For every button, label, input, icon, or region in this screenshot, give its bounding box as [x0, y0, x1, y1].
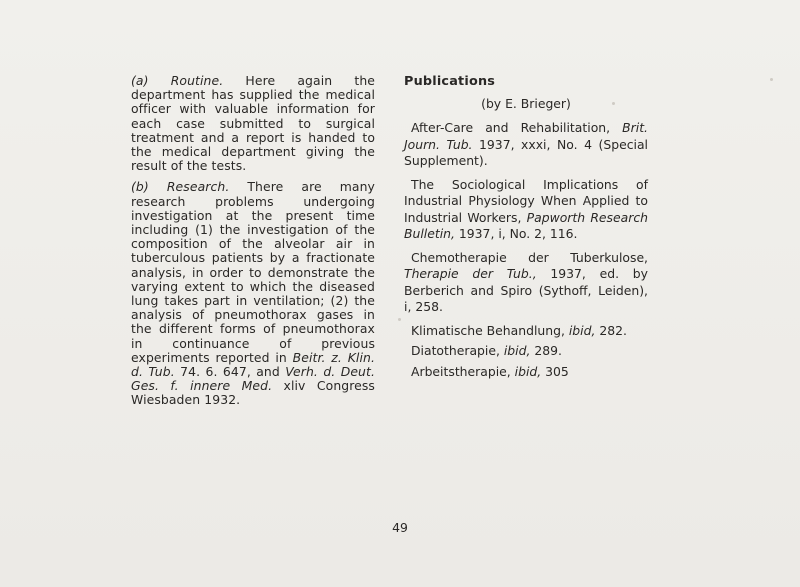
routine-text: Here again the department has supplied the medical officer with valuable information for each case submitted to surgical treatment and a report is handed to the medical department giving the result of the tests.	[131, 73, 375, 174]
entry-details: 1937, i, No. 2, 116.	[454, 226, 578, 241]
entry-details: 289.	[530, 343, 562, 358]
paper-speck	[770, 78, 773, 81]
entry-title: Arbeitstherapie,	[411, 363, 515, 379]
entry-citation: ibid,	[503, 343, 531, 358]
research-label: (b) Research.	[131, 179, 230, 195]
entry-title: Klimatische Behandlung,	[411, 322, 569, 338]
entry-citation: Therapie der Tub.,	[404, 266, 537, 281]
routine-paragraph	[131, 74, 375, 173]
publications-column	[404, 74, 648, 384]
entry-title: Diatotherapie,	[411, 343, 504, 358]
left-text-column	[131, 74, 375, 415]
entry-details: 1937, xxxi, No. 4 (Special Supplement).	[404, 136, 648, 168]
publication-entry	[404, 343, 648, 360]
publication-entry	[404, 120, 648, 170]
research-citation-2: Verh. d. Deut. Ges. f. innere Med.	[131, 364, 376, 394]
page-number: 49	[392, 520, 408, 535]
entry-title: Chemotherapie der Tuberkulose,	[411, 249, 648, 265]
entry-citation: ibid,	[514, 363, 542, 379]
research-paragraph	[131, 180, 375, 407]
entry-details: 305	[541, 363, 569, 379]
entry-title: After-Care and Rehabilitation,	[411, 120, 623, 135]
publication-entry	[404, 177, 648, 243]
research-text-3: xliv Congress Wiesbaden 1932.	[131, 378, 375, 408]
routine-label: (a) Routine.	[131, 73, 224, 88]
entry-details: 282.	[595, 322, 627, 338]
entry-citation: Papworth Research Bulletin,	[404, 209, 648, 241]
entry-citation: Brit. Journ. Tub.	[404, 120, 648, 152]
publications-author: (by E. Brieger)	[481, 95, 571, 111]
paper-speck	[398, 318, 401, 321]
publication-entry	[404, 323, 648, 340]
research-text-2: 74. 6. 647, and	[174, 364, 286, 380]
entry-details: 1937, ed. by Berberich and Spiro (Sythoff, Leiden), i, 258.	[404, 266, 648, 314]
research-citation-1: Beitr. z. Klin. d. Tub.	[131, 349, 375, 380]
entry-citation: ibid,	[568, 322, 596, 338]
research-text-1: There are many research problems undergoing investigation at the present time including (1) the investigation of the composition of the alveolar air in tuberculous patients by a fractionate analysis, in order to demonstrate the varying extent to which the diseased lung takes part in ventilation; (2) the analysis of pneumothorax gases in the different forms of pneumothorax in continuance of previous experiments reported in	[131, 179, 375, 365]
publications-heading: Publications	[404, 74, 496, 89]
publication-entry	[404, 364, 648, 381]
publication-entry	[404, 250, 648, 316]
entry-title: The Sociological Implications of Industrial Physiology When Applied to Industrial Workers,	[404, 176, 648, 225]
